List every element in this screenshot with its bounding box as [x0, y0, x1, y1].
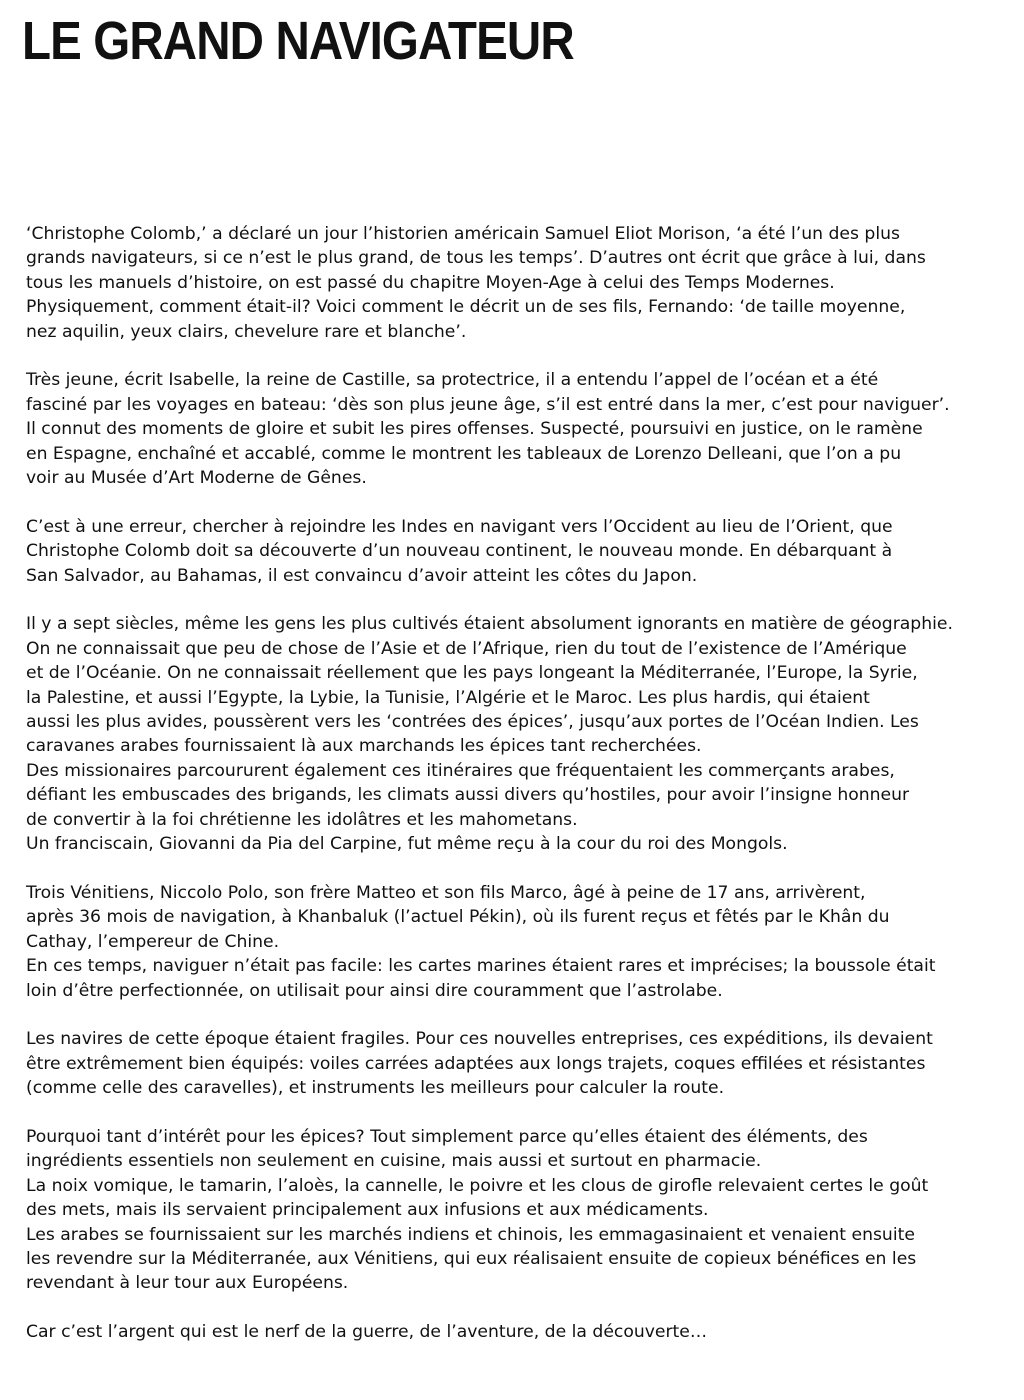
text-line: On ne connaissait que peu de chose de l’Asie et de l’Afrique, rien du tout de l’existence de l’Amérique	[26, 638, 907, 659]
text-line: ingrédients essentiels non seulement en cuisine, mais aussi et surtout en pharmacie.	[26, 1151, 762, 1172]
text-line: aussi les plus avides, poussèrent vers les ‘contrées des épices’, jusqu’aux portes de l’Océan Indien. Les	[26, 712, 919, 733]
text-line: tous les manuels d’histoire, on est passé du chapitre Moyen-Age à celui des Temps Modernes.	[26, 272, 835, 293]
text-line: Des missionaires parcoururent également ces itinéraires que fréquentaient les commerçants arabes,	[26, 760, 895, 781]
text-line: des mets, mais ils servaient principalement aux infusions et aux médicaments.	[26, 1200, 709, 1221]
paragraph	[26, 1320, 992, 1344]
text-line: (comme celle des caravelles), et instruments les meilleurs pour calculer la route.	[26, 1078, 725, 1099]
paragraph	[26, 515, 992, 588]
text-line: En ces temps, naviguer n’était pas facile: les cartes marines étaient rares et imprécises; la boussole était	[26, 956, 936, 977]
text-line: être extrêmement bien équipés: voiles carrées adaptées aux longs trajets, coques effilées et résistantes	[26, 1053, 926, 1074]
text-line: et de l’Océanie. On ne connaissait réellement que les pays longeant la Méditerranée, l’Europe, la Syrie,	[26, 663, 918, 684]
text-line: caravanes arabes fournissaient là aux marchands les épices tant recherchées.	[26, 736, 702, 757]
text-line: grands navigateurs, si ce n’est le plus grand, de tous les temps’. D’autres ont écrit que grâce à lui, dans	[26, 248, 926, 269]
paragraph	[26, 881, 992, 1003]
text-line: nez aquilin, yeux clairs, chevelure rare et blanche’.	[26, 321, 467, 342]
text-line: Trois Vénitiens, Niccolo Polo, son frère Matteo et son fils Marco, âgé à peine de 17 ans, arrivèrent,	[26, 882, 866, 903]
text-line: Il connut des moments de gloire et subit les pires offenses. Suspecté, poursuivi en justice, on le ramène	[26, 419, 923, 440]
text-line: Cathay, l’empereur de Chine.	[26, 931, 280, 952]
text-line: Il y a sept siècles, même les gens les plus cultivés étaient absolument ignorants en matière de géographie.	[26, 614, 953, 635]
text-line: Physiquement, comment était-il? Voici comment le décrit un de ses fils, Fernando: ‘de taille moyenne,	[26, 297, 906, 318]
text-line: Les arabes se fournissaient sur les marchés indiens et chinois, les emmagasinaient et venaient ensuite	[26, 1224, 915, 1245]
text-line: Christophe Colomb doit sa découverte d’un nouveau continent, le nouveau monde. En débarquant à	[26, 541, 893, 562]
text-line: Très jeune, écrit Isabelle, la reine de Castille, sa protectrice, il a entendu l’appel de l’océan et a été	[26, 370, 879, 391]
text-line: Car c’est l’argent qui est le nerf de la guerre, de l’aventure, de la découverte…	[26, 1322, 708, 1343]
text-line: de convertir à la foi chrétienne les idolâtres et les mahometans.	[26, 809, 578, 830]
text-line: fasciné par les voyages en bateau: ‘dès son plus jeune âge, s’il est entré dans la mer, c’est pour naviguer’.	[26, 394, 950, 415]
text-line: San Salvador, au Bahamas, il est convaincu d’avoir atteint les côtes du Japon.	[26, 565, 698, 586]
text-line: en Espagne, enchaîné et accablé, comme le montrent les tableaux de Lorenzo Delleani, que l’on a pu	[26, 443, 902, 464]
text-line: C’est à une erreur, chercher à rejoindre les Indes en navigant vers l’Occident au lieu de l’Orient, que	[26, 516, 893, 537]
text-line: Pourquoi tant d’intérêt pour les épices? Tout simplement parce qu’elles étaient des éléments, des	[26, 1126, 868, 1147]
text-line: après 36 mois de navigation, à Khanbaluk (l’actuel Pékin), où ils furent reçus et fêtés par le Khân du	[26, 907, 890, 928]
text-line: revendant à leur tour aux Européens.	[26, 1273, 349, 1294]
article-body	[26, 222, 992, 1369]
text-line: la Palestine, et aussi l’Egypte, la Lybie, la Tunisie, l’Algérie et le Maroc. Les plus hardis, qui étaient	[26, 687, 870, 708]
text-line: les revendre sur la Méditerranée, aux Vénitiens, qui eux réalisaient ensuite de copieux bénéfices en les	[26, 1248, 917, 1269]
text-line: La noix vomique, le tamarin, l’aloès, la cannelle, le poivre et les clous de girofle relevaient certes le goût	[26, 1175, 929, 1196]
text-line: voir au Musée d’Art Moderne de Gênes.	[26, 468, 367, 489]
text-line: ‘Christophe Colomb,’ a déclaré un jour l’historien américain Samuel Eliot Morison, ‘a été l’un des plus	[26, 224, 900, 244]
paragraph	[26, 1125, 992, 1296]
paragraph	[26, 368, 992, 490]
text-line: Les navires de cette époque étaient fragiles. Pour ces nouvelles entreprises, ces expéditions, ils devaient	[26, 1029, 933, 1050]
text-line: défiant les embuscades des brigands, les climats aussi divers qu’hostiles, pour avoir l’insigne honneur	[26, 785, 910, 806]
paragraph	[26, 222, 992, 344]
paragraph	[26, 612, 992, 856]
text-line: loin d’être perfectionnée, on utilisait pour ainsi dire couramment que l’astrolabe.	[26, 980, 723, 1001]
text-line: Un franciscain, Giovanni da Pia del Carpine, fut même reçu à la cour du roi des Mongols.	[26, 834, 788, 855]
paragraph	[26, 1027, 992, 1100]
page-title: LE GRAND NAVIGATEUR	[22, 11, 574, 71]
